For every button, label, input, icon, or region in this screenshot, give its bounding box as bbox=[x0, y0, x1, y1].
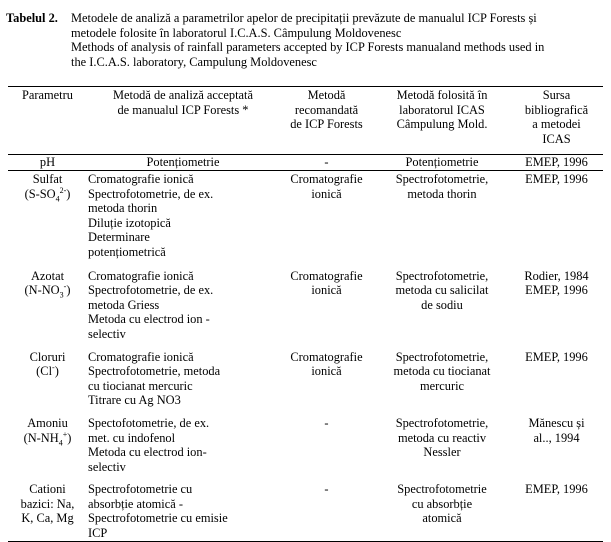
cell-accepted bbox=[87, 481, 279, 541]
cell-source bbox=[510, 171, 603, 268]
cell-line: Cromatografie ionică bbox=[88, 268, 194, 283]
cell-recommended bbox=[279, 415, 374, 481]
cell-source bbox=[510, 481, 603, 541]
header-parametru: Parametru bbox=[22, 88, 73, 102]
cell-line: Cromatografie ionică bbox=[88, 349, 194, 364]
param-name: Sulfat bbox=[32, 172, 63, 186]
cell-icas bbox=[374, 268, 510, 349]
param-formula: $(N-NH_4^+)$ bbox=[23, 429, 72, 447]
cell-line: selectiv bbox=[88, 326, 126, 341]
table-row bbox=[8, 415, 603, 481]
cell-line: Diluție izotopică bbox=[88, 215, 171, 230]
cell-icas bbox=[374, 171, 510, 268]
cell-line: - bbox=[324, 415, 329, 430]
cell-line: Rodier, 1984 bbox=[524, 268, 589, 283]
cell-line: met. cu indofenol bbox=[88, 430, 176, 445]
param-name: Amoniu bbox=[27, 415, 68, 430]
table-caption bbox=[6, 11, 608, 69]
table-row bbox=[8, 171, 603, 268]
cell-accepted bbox=[87, 349, 279, 415]
cell-source bbox=[510, 415, 603, 481]
cell-source bbox=[510, 349, 603, 415]
caption-label: Tabelul 2. bbox=[6, 11, 58, 25]
cell-line: mercuric bbox=[419, 378, 465, 393]
param-name: Azotat bbox=[30, 268, 65, 283]
cell-recommended bbox=[279, 171, 374, 268]
cell-line: atomică bbox=[422, 511, 462, 526]
cell-line: metoda cu salicilat bbox=[395, 283, 489, 298]
cell-line: Spectofotometrie, de ex. bbox=[88, 415, 210, 430]
param-formula: bazici: Na, bbox=[20, 496, 75, 511]
param-name: Cationi bbox=[29, 482, 66, 497]
cell-param bbox=[8, 268, 87, 349]
param-formula: $(N-NO_3^-)$ bbox=[24, 282, 71, 300]
cell-line: potențiometrică bbox=[88, 244, 166, 259]
cell-recommended: - bbox=[279, 155, 374, 171]
header-recommended-method: Metodă recomandată de ICP Forests bbox=[290, 88, 363, 132]
cell-accepted: Potențiometrie bbox=[87, 155, 279, 171]
table-row bbox=[8, 349, 603, 415]
cell-accepted bbox=[87, 268, 279, 349]
cell-source: EMEP, 1996 bbox=[510, 155, 603, 171]
methods-table bbox=[8, 86, 603, 542]
cell-line: Metoda cu electrod ion - bbox=[88, 312, 210, 327]
cell-line: Metoda cu electrod ion- bbox=[88, 445, 207, 460]
table-row-ph bbox=[8, 155, 603, 171]
cell-line: Cromatografie bbox=[290, 349, 363, 364]
cell-source bbox=[510, 268, 603, 349]
cell-param: pH bbox=[8, 155, 87, 171]
cell-line: Spectrofotometrie bbox=[397, 482, 487, 497]
cell-recommended bbox=[279, 481, 374, 541]
cell-line: Spectrofotometrie, de ex. bbox=[88, 283, 214, 298]
cell-line: metoda cu tiocianat bbox=[393, 364, 491, 379]
header-accepted-method: Metodă de analiză acceptată de manualul ICP Forests * bbox=[113, 88, 253, 117]
header-source: Sursa bibliografică a metodei ICAS bbox=[524, 88, 589, 146]
cell-line: Spectrofotometrie, bbox=[395, 172, 489, 186]
cell-line: - bbox=[324, 482, 329, 497]
cell-line: metoda thorin bbox=[407, 186, 477, 201]
cell-line: EMEP, 1996 bbox=[525, 283, 588, 298]
param-name: Cloruri bbox=[29, 349, 66, 364]
cell-line: selectiv bbox=[88, 459, 126, 474]
param-formula: (Cl-) bbox=[36, 363, 59, 379]
cell-line: Spectrofotometrie cu bbox=[88, 482, 193, 497]
caption-en-line: Methods of analysis of rainfall parameters accepted by ICP Forests manualand methods used in bbox=[71, 40, 545, 55]
cell-line: ionică bbox=[311, 283, 342, 298]
cell-line: de sodiu bbox=[421, 297, 463, 312]
cell-line: Determinare bbox=[88, 230, 150, 245]
cell-line: ionică bbox=[311, 364, 342, 379]
cell-icas bbox=[374, 415, 510, 481]
cell-line: EMEP, 1996 bbox=[525, 172, 588, 186]
cell-line: Spectrofotometrie cu emisie bbox=[88, 511, 228, 526]
table-row bbox=[8, 481, 603, 541]
cell-line: Spectrofotometrie, de ex. bbox=[88, 186, 214, 201]
cell-param: Cationi bazici: Na, K, Ca, Mg bbox=[8, 481, 87, 541]
cell-line: Cromatografie bbox=[290, 268, 363, 283]
cell-line: ICP bbox=[88, 526, 108, 541]
cell-line: Mănescu și bbox=[528, 415, 585, 430]
cell-line: Spectrofotometrie, bbox=[395, 415, 489, 430]
table-row bbox=[8, 268, 603, 349]
cell-param bbox=[8, 171, 87, 268]
cell-line: metoda cu reactiv bbox=[397, 430, 487, 445]
table-header-row bbox=[8, 87, 603, 155]
cell-icas bbox=[374, 349, 510, 415]
cell-line: absorbție atomică - bbox=[88, 496, 183, 511]
cell-line: metoda thorin bbox=[88, 201, 158, 216]
caption-ro-line: Metodele de analiză a parametrilor apelor de precipitații prevăzute de manualul ICP Forests și bbox=[71, 11, 537, 25]
cell-line: al.., 1994 bbox=[533, 430, 580, 445]
cell-param bbox=[8, 415, 87, 481]
cell-line: Cromatografie ionică bbox=[88, 172, 194, 186]
cell-line: Titrare cu Ag NO3 bbox=[88, 393, 181, 408]
cell-line: Cromatografie bbox=[290, 172, 363, 186]
cell-accepted bbox=[87, 171, 279, 268]
cell-line: Nessler bbox=[423, 445, 461, 460]
cell-line: Spectrofotometrie, bbox=[395, 268, 489, 283]
cell-line: cu absorbție bbox=[411, 496, 473, 511]
cell-line: Spectrofotometrie, bbox=[395, 349, 489, 364]
param-formula: $(S-SO_4^{2-})$ bbox=[24, 185, 71, 204]
caption-en-line: the I.C.A.S. laboratory, Campulung Moldovenesc bbox=[71, 54, 317, 69]
cell-line: metoda Griess bbox=[88, 297, 160, 312]
cell-line: ionică bbox=[311, 186, 342, 201]
cell-line: cu tiocianat mercuric bbox=[88, 378, 193, 393]
cell-line: EMEP, 1996 bbox=[525, 349, 588, 364]
caption-ro-line: metodele folosite în laboratorul I.C.A.S. Câmpulung Moldovenesc bbox=[71, 25, 402, 40]
cell-recommended bbox=[279, 268, 374, 349]
cell-icas: Potențiometrie bbox=[374, 155, 510, 171]
cell-recommended bbox=[279, 349, 374, 415]
cell-param bbox=[8, 349, 87, 415]
cell-line: EMEP, 1996 bbox=[525, 482, 588, 497]
cell-icas bbox=[374, 481, 510, 541]
cell-accepted bbox=[87, 415, 279, 481]
cell-line: Spectrofotometrie, metoda bbox=[88, 364, 221, 379]
header-icas-method: Metodă folosită în laboratorul ICAS Câmpulung Mold. bbox=[396, 88, 488, 132]
